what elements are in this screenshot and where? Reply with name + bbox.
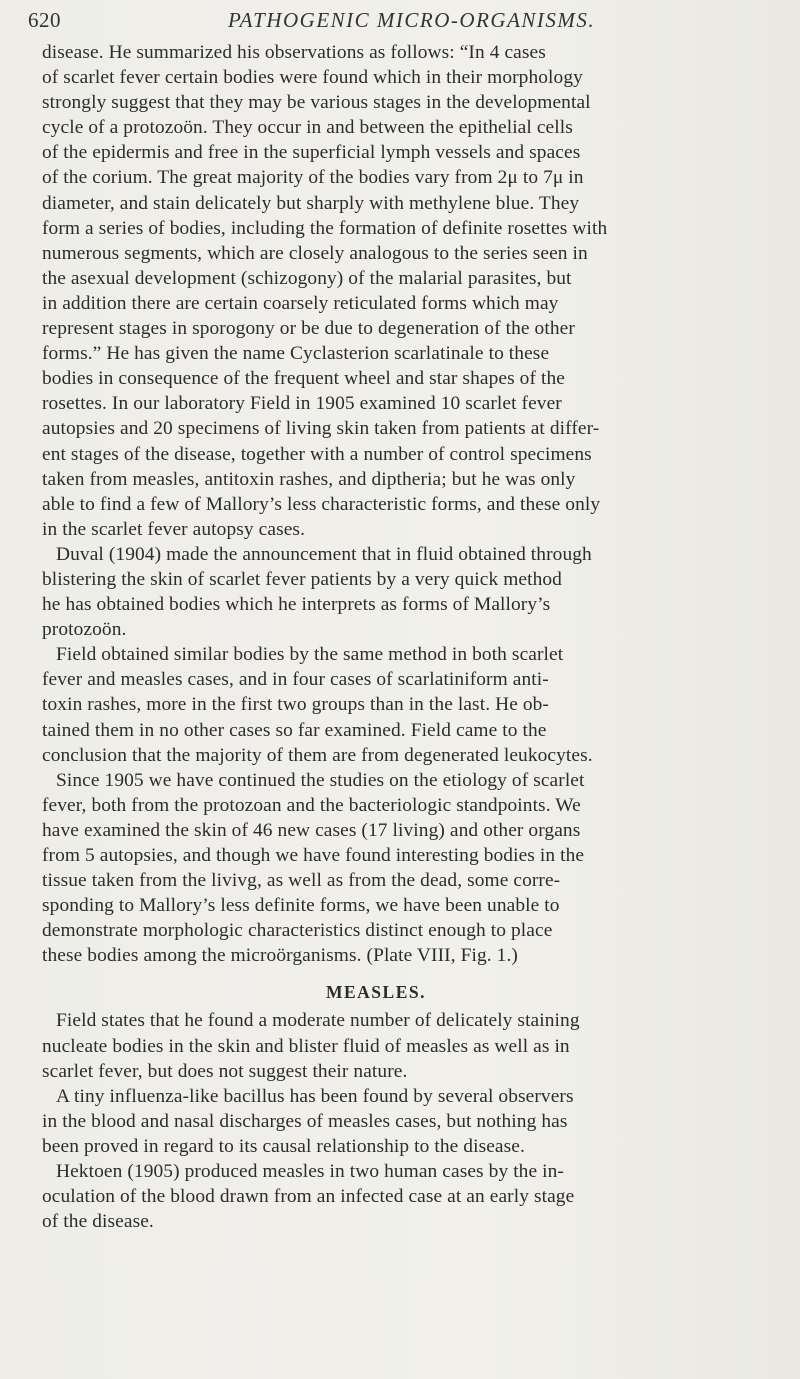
text-line: form a series of bodies, including the formation of definite rosettes with — [42, 217, 608, 239]
text-line: oculation of the blood drawn from an infected case at an early stage — [42, 1186, 575, 1208]
running-title: PATHOGENIC MICRO-ORGANISMS. — [228, 8, 596, 32]
text-line: A tiny influenza-like bacillus has been found by several observers — [56, 1085, 574, 1107]
text-line: nucleate bodies in the skin and blister fluid of measles as well as in — [42, 1035, 570, 1057]
text-line: diameter, and stain delicately but sharply with methylene blue. They — [42, 192, 580, 214]
text-line: represent stages in sporogony or be due to degeneration of the other — [42, 318, 575, 340]
text-line: bodies in consequence of the frequent wheel and star shapes of the — [42, 368, 565, 390]
text-line: conclusion that the majority of them are from degenerated leukocytes. — [42, 744, 593, 766]
text-line: these bodies among the microörganisms. (Plate VIII, Fig. 1.) — [42, 945, 518, 967]
text-line: taken from measles, antitoxin rashes, and diptheria; but he was only — [42, 468, 576, 490]
text-line: Field obtained similar bodies by the same method in both scarlet — [56, 644, 564, 666]
text-line: Duval (1904) made the announcement that in fluid obtained through — [56, 543, 592, 565]
text-line: been proved in regard to its causal relationship to the disease. — [42, 1135, 525, 1157]
text-line: forms.” He has given the name Cyclasterion scarlatinale to these — [42, 343, 550, 365]
text-line: Since 1905 we have continued the studies on the etiology of scarlet — [56, 769, 585, 791]
text-line: blistering the skin of scarlet fever patients by a very quick method — [42, 568, 562, 590]
text-line: sponding to Mallory’s less definite forms, we have been unable to — [42, 895, 560, 917]
text-line: able to find a few of Mallory’s less characteristic forms, and these only — [42, 493, 601, 515]
text-line: of the epidermis and free in the superficial lymph vessels and spaces — [42, 142, 581, 164]
page-number: 620 — [28, 8, 61, 32]
text-line: toxin rashes, more in the first two groups than in the last. He ob- — [42, 694, 549, 716]
text-line: of scarlet fever certain bodies were found which in their morphology — [42, 67, 583, 89]
text-line: fever, both from the protozoan and the bacteriologic standpoints. We — [42, 794, 581, 816]
running-head — [28, 4, 788, 34]
text-line: autopsies and 20 specimens of living skin taken from patients at differ- — [42, 418, 600, 440]
text-line: tissue taken from the livivg, as well as from the dead, some corre- — [42, 870, 561, 892]
text-line: have examined the skin of 46 new cases (17 living) and other organs — [42, 819, 581, 841]
text-line: he has obtained bodies which he interprets as forms of Mallory’s — [42, 594, 551, 616]
text-line: rosettes. In our laboratory Field in 1905 examined 10 scarlet fever — [42, 393, 562, 415]
text-line: Hektoen (1905) produced measles in two human cases by the in- — [56, 1161, 564, 1183]
text-line: from 5 autopsies, and though we have found interesting bodies in the — [42, 845, 585, 866]
section-heading: MEASLES. — [325, 982, 426, 1003]
text-line: disease. He summarized his observations as follows: “In 4 cases — [42, 42, 546, 63]
text-line: cycle of a protozoön. They occur in and between the epithelial cells — [42, 117, 573, 139]
text-line: ent stages of the disease, together with a number of control specimens — [42, 443, 592, 465]
text-line: in the blood and nasal discharges of measles cases, but nothing has — [42, 1110, 568, 1132]
body-text — [42, 40, 796, 1234]
text-line: in addition there are certain coarsely reticulated forms which may — [42, 292, 559, 314]
text-line: of the disease. — [42, 1211, 154, 1233]
text-line: tained them in no other cases so far examined. Field came to the — [42, 719, 547, 741]
text-line: in the scarlet fever autopsy cases. — [42, 518, 306, 540]
text-line: demonstrate morphologic characteristics distinct enough to place — [42, 920, 553, 942]
text-line: strongly suggest that they may be various stages in the developmental — [42, 92, 591, 114]
text-line: fever and measles cases, and in four cases of scarlatiniform anti- — [42, 669, 549, 691]
text-line: protozoön. — [42, 619, 127, 641]
text-line: scarlet fever, but does not suggest their nature. — [42, 1060, 408, 1082]
text-line: of the corium. The great majority of the bodies vary from 2μ to 7μ in — [42, 167, 584, 189]
text-line: Field states that he found a moderate number of delicately staining — [56, 1010, 580, 1032]
text-line: the asexual development (schizogony) of the malarial parasites, but — [42, 267, 572, 289]
text-line: numerous segments, which are closely analogous to the series seen in — [42, 242, 588, 264]
